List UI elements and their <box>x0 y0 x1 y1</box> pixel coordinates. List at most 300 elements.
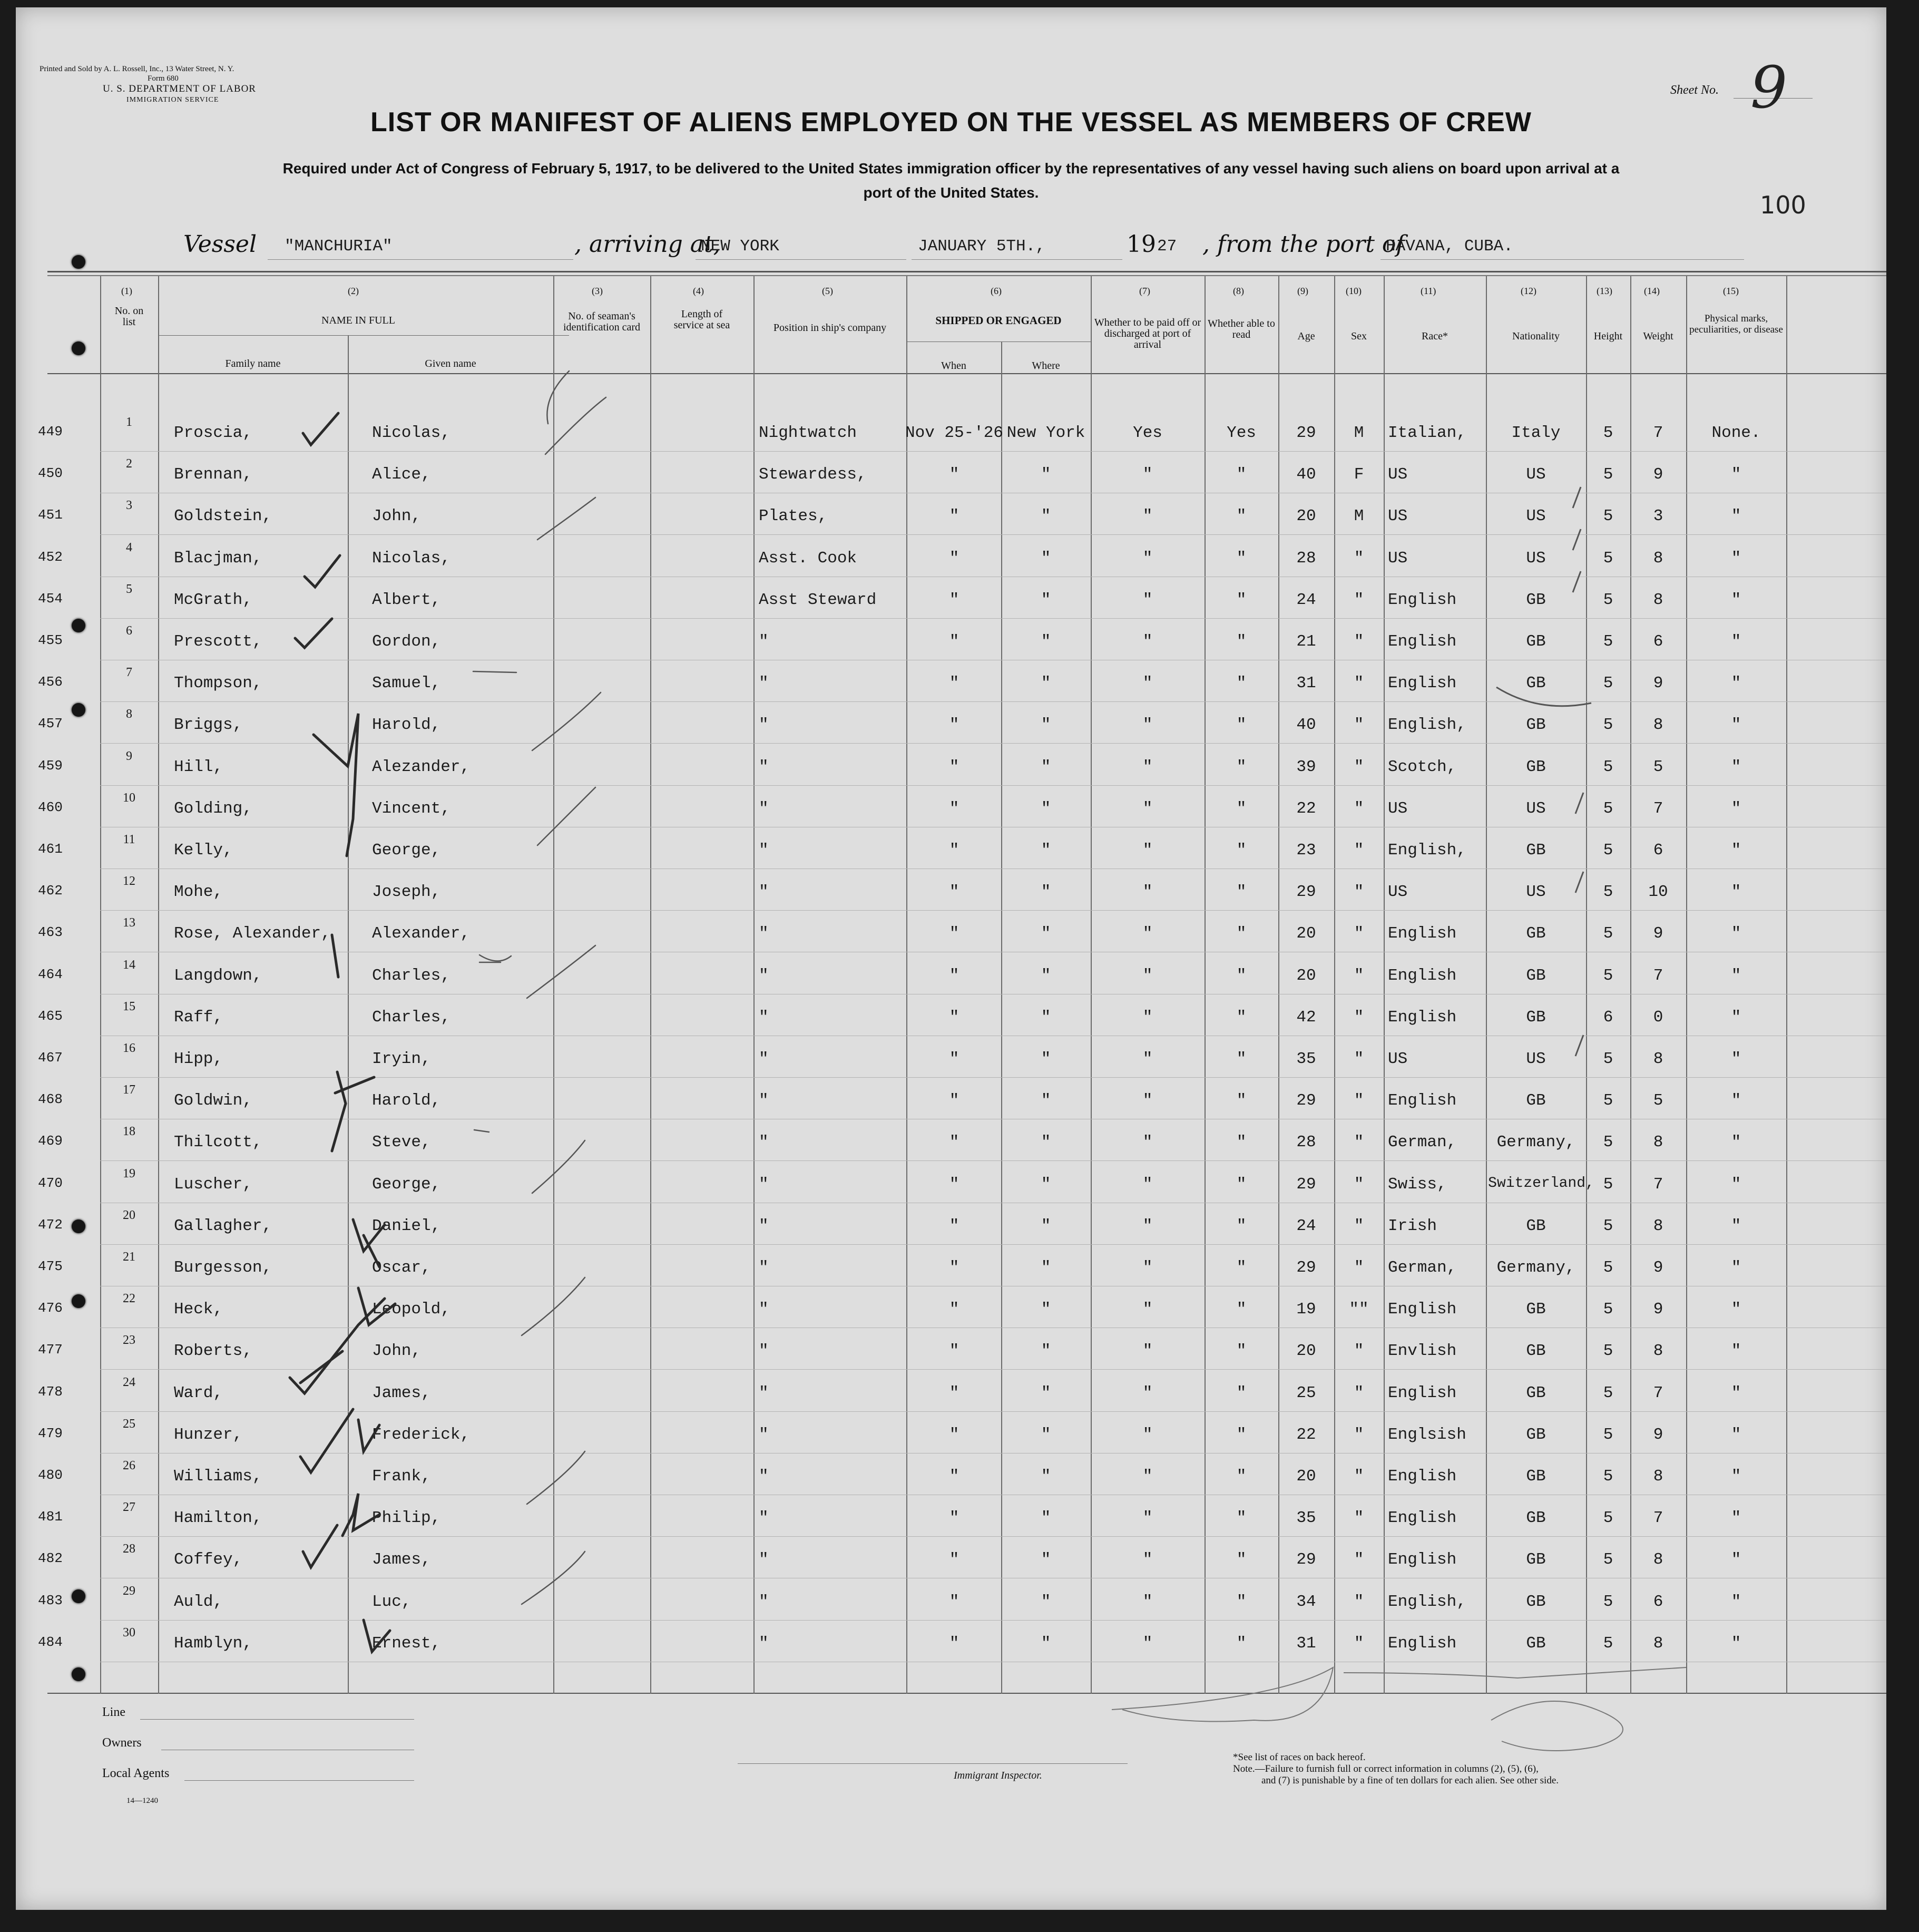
given-name: Charles, <box>372 1008 451 1027</box>
sex: " <box>1354 590 1364 609</box>
position: " <box>759 924 769 943</box>
given-name: Leopold, <box>372 1300 451 1319</box>
position: " <box>759 1592 769 1611</box>
local-agents-label: Local Agents <box>102 1767 170 1780</box>
shipped-where: " <box>1041 924 1051 943</box>
position: Asst. Cook <box>759 549 857 568</box>
col10-header: Sex <box>1351 330 1367 342</box>
given-name: Albert, <box>372 590 441 609</box>
race: US <box>1388 883 1408 902</box>
shipped-where: " <box>1041 1550 1051 1569</box>
arriving-port: NEW YORK <box>701 237 779 256</box>
able-to-read: " <box>1236 1550 1247 1569</box>
paid-off: " <box>1142 966 1153 985</box>
sex: " <box>1354 924 1364 943</box>
row-margin-number: 481 <box>38 1509 63 1525</box>
nationality: GB <box>1526 1091 1546 1110</box>
able-to-read: " <box>1236 1008 1247 1027</box>
paid-off: " <box>1142 590 1153 609</box>
race: German, <box>1388 1133 1457 1152</box>
physical-marks: " <box>1731 1634 1741 1653</box>
able-to-read: " <box>1236 1300 1247 1319</box>
able-to-read: " <box>1236 465 1247 484</box>
position: " <box>759 1133 769 1152</box>
row-number: 10 <box>123 791 135 805</box>
race: English <box>1388 1300 1457 1319</box>
requirement-line-2: port of the United States. <box>863 184 1039 201</box>
able-to-read: " <box>1236 1383 1247 1402</box>
given-name: Nicolas, <box>372 424 451 442</box>
physical-marks: " <box>1731 1091 1741 1110</box>
row-margin-number: 450 <box>38 465 63 482</box>
nationality: US <box>1526 883 1546 902</box>
shipped-where: " <box>1041 1133 1051 1152</box>
row-margin-number: 479 <box>38 1425 63 1441</box>
able-to-read: " <box>1236 924 1247 943</box>
physical-marks: " <box>1731 549 1741 568</box>
age: 29 <box>1296 883 1316 902</box>
weight: 8 <box>1653 1216 1663 1235</box>
sex: " <box>1354 674 1364 693</box>
family-name: Williams, <box>174 1467 262 1486</box>
nationality: US <box>1526 465 1546 484</box>
shipped-when: " <box>949 1050 959 1068</box>
able-to-read: " <box>1236 1091 1247 1110</box>
family-name: Hipp, <box>174 1050 223 1068</box>
paid-off: " <box>1142 1634 1153 1653</box>
race: Italian, <box>1388 424 1466 442</box>
position: " <box>759 632 769 651</box>
year-prefix: 19 <box>1127 231 1156 258</box>
inspector-label: Immigrant Inspector. <box>954 1770 1042 1781</box>
punch-hole <box>72 619 85 632</box>
row-margin-number: 468 <box>38 1091 63 1108</box>
family-name: Golding, <box>174 799 252 818</box>
nationality: GB <box>1526 1592 1546 1611</box>
arrival-date: JANUARY 5TH., <box>918 237 1045 256</box>
physical-marks: " <box>1731 1300 1741 1319</box>
position: " <box>759 1008 769 1027</box>
printer-credit: Printed and Sold by A. L. Rossell, Inc., 13 Water Street, N. Y. <box>40 65 234 73</box>
sex: " <box>1354 1216 1364 1235</box>
row-number: 24 <box>123 1375 135 1389</box>
shipped-where: " <box>1041 632 1051 651</box>
family-name: Raff, <box>174 1008 223 1027</box>
able-to-read: " <box>1236 799 1247 818</box>
paid-off: " <box>1142 1258 1153 1277</box>
row-margin-number: 459 <box>38 757 63 774</box>
given-name: Vincent, <box>372 799 451 818</box>
able-to-read: " <box>1236 1342 1247 1361</box>
row-number: 28 <box>123 1542 135 1556</box>
age: 19 <box>1296 1300 1316 1319</box>
age: 21 <box>1296 632 1316 651</box>
physical-marks: " <box>1731 590 1741 609</box>
sex: F <box>1354 465 1364 484</box>
race: Envlish <box>1388 1342 1457 1361</box>
shipped-where: " <box>1041 590 1051 609</box>
form-code: 14—1240 <box>126 1797 158 1805</box>
shipped-where: " <box>1041 1383 1051 1402</box>
physical-marks: " <box>1731 1592 1741 1611</box>
weight: 6 <box>1653 841 1663 860</box>
row-number: 21 <box>123 1250 135 1264</box>
paid-off: " <box>1142 507 1153 526</box>
col15-number: (15) <box>1723 286 1739 296</box>
physical-marks: " <box>1731 1342 1741 1361</box>
age: 22 <box>1296 1425 1316 1444</box>
paid-off: " <box>1142 1133 1153 1152</box>
row-number: 8 <box>126 707 132 721</box>
row-margin-number: 449 <box>38 424 63 440</box>
position: " <box>759 799 769 818</box>
row-number: 1 <box>126 415 132 429</box>
position: " <box>759 1216 769 1235</box>
able-to-read: " <box>1236 1509 1247 1528</box>
nationality: GB <box>1526 1342 1546 1361</box>
able-to-read: " <box>1236 632 1247 651</box>
shipped-when: " <box>949 549 959 568</box>
year-suffix: 27 <box>1157 237 1177 256</box>
weight: 7 <box>1653 1509 1663 1528</box>
family-name: Proscia, <box>174 424 252 442</box>
given-name: Samuel, <box>372 674 441 693</box>
race: US <box>1388 465 1408 484</box>
physical-marks: " <box>1731 716 1741 735</box>
col10-number: (10) <box>1346 286 1362 296</box>
races-note: *See list of races on back hereof. <box>1233 1752 1366 1763</box>
shipped-where: " <box>1041 883 1051 902</box>
shipped-where: " <box>1041 549 1051 568</box>
race: Swiss, <box>1388 1175 1447 1194</box>
nationality: GB <box>1526 674 1546 693</box>
physical-marks: " <box>1731 799 1741 818</box>
row-margin-number: 475 <box>38 1258 63 1274</box>
age: 20 <box>1296 924 1316 943</box>
family-name: Rose, Alexander, <box>174 924 331 943</box>
paid-off: " <box>1142 1425 1153 1444</box>
nationality: Germany, <box>1496 1258 1575 1277</box>
weight: 7 <box>1653 424 1663 442</box>
col14-number: (14) <box>1644 286 1660 296</box>
row-number: 18 <box>123 1125 135 1139</box>
col15-header: Physical marks, peculiarities, or disease <box>1689 313 1783 335</box>
age: 35 <box>1296 1050 1316 1068</box>
sex: M <box>1354 424 1364 442</box>
department-name: U. S. DEPARTMENT OF LABOR <box>103 83 256 94</box>
nationality: GB <box>1526 757 1546 776</box>
position: " <box>759 1467 769 1486</box>
height: 5 <box>1603 1258 1613 1277</box>
col4-number: (4) <box>693 286 704 296</box>
family-name: Luscher, <box>174 1175 252 1194</box>
height: 5 <box>1603 1467 1613 1486</box>
height: 5 <box>1603 507 1613 526</box>
sex: " <box>1354 632 1364 651</box>
race: English, <box>1388 716 1466 735</box>
shipped-when: " <box>949 1300 959 1319</box>
shipped-where: " <box>1041 465 1051 484</box>
shipped-when: " <box>949 924 959 943</box>
sex: " <box>1354 799 1364 818</box>
row-margin-number: 483 <box>38 1592 63 1608</box>
row-number: 23 <box>123 1333 135 1348</box>
col7-number: (7) <box>1139 286 1150 296</box>
height: 5 <box>1603 716 1613 735</box>
position: Plates, <box>759 507 828 526</box>
height: 5 <box>1603 966 1613 985</box>
shipped-when: " <box>949 507 959 526</box>
row-margin-number: 464 <box>38 966 63 982</box>
able-to-read: Yes <box>1227 424 1256 442</box>
physical-marks: " <box>1731 966 1741 985</box>
able-to-read: " <box>1236 1592 1247 1611</box>
sex: " <box>1354 1050 1364 1068</box>
row-number: 30 <box>123 1625 135 1640</box>
nationality: GB <box>1526 924 1546 943</box>
shipped-when: " <box>949 841 959 860</box>
family-name: Thilcott, <box>174 1133 262 1152</box>
nationality: GB <box>1526 1634 1546 1653</box>
sex: M <box>1354 507 1364 526</box>
shipped-where: " <box>1041 1467 1051 1486</box>
family-name: Langdown, <box>174 966 262 985</box>
shipped-where: " <box>1041 674 1051 693</box>
nationality: Germany, <box>1496 1133 1575 1152</box>
race: English <box>1388 1091 1457 1110</box>
age: 28 <box>1296 1133 1316 1152</box>
sex: " <box>1354 1008 1364 1027</box>
punch-hole <box>72 1589 85 1603</box>
weight: 7 <box>1653 799 1663 818</box>
weight: 6 <box>1653 632 1663 651</box>
family-name: Prescott, <box>174 632 262 651</box>
punch-hole <box>72 703 85 717</box>
nationality: Switzerland, <box>1488 1175 1594 1192</box>
physical-marks: " <box>1731 883 1741 902</box>
row-margin-number: 476 <box>38 1300 63 1316</box>
from-port: HAVANA, CUBA. <box>1386 237 1513 256</box>
shipped-when: " <box>949 1342 959 1361</box>
age: 20 <box>1296 1467 1316 1486</box>
physical-marks: " <box>1731 1467 1741 1486</box>
position: " <box>759 1091 769 1110</box>
shipped-where: " <box>1041 1091 1051 1110</box>
age: 24 <box>1296 590 1316 609</box>
position: " <box>759 1175 769 1194</box>
given-name: James, <box>372 1550 431 1569</box>
row-number: 4 <box>126 540 132 554</box>
family-name: Hill, <box>174 757 223 776</box>
given-name: Luc, <box>372 1592 412 1611</box>
form-number: Form 680 <box>148 74 179 83</box>
weight: 8 <box>1653 549 1663 568</box>
col12-number: (12) <box>1521 286 1536 296</box>
family-name: Ward, <box>174 1383 223 1402</box>
col7-header: Whether to be paid off or discharged at port of arrival <box>1094 317 1201 350</box>
age: 20 <box>1296 507 1316 526</box>
sex: " <box>1354 966 1364 985</box>
position: Asst Steward <box>759 590 877 609</box>
row-margin-number: 452 <box>38 549 63 565</box>
family-name: Hamilton, <box>174 1509 262 1528</box>
col5-header: Position in ship's company <box>773 322 887 334</box>
age: 34 <box>1296 1592 1316 1611</box>
shipped-when: " <box>949 674 959 693</box>
owners-label: Owners <box>102 1736 142 1750</box>
shipped-where: " <box>1041 1342 1051 1361</box>
weight: 8 <box>1653 716 1663 735</box>
race: English <box>1388 1008 1457 1027</box>
weight: 7 <box>1653 966 1663 985</box>
race: English, <box>1388 1592 1466 1611</box>
col3-number: (3) <box>592 286 603 296</box>
race: English <box>1388 590 1457 609</box>
shipped-where: " <box>1041 1634 1051 1653</box>
shipped-when: " <box>949 966 959 985</box>
sex: " <box>1354 716 1364 735</box>
row-margin-number: 457 <box>38 716 63 732</box>
given-name: Harold, <box>372 1091 441 1110</box>
punch-hole <box>72 1667 85 1681</box>
nationality: GB <box>1526 841 1546 860</box>
shipped-where: " <box>1041 1216 1051 1235</box>
row-number: 6 <box>126 624 132 638</box>
row-number: 5 <box>126 582 132 596</box>
row-number: 14 <box>123 958 135 972</box>
punch-hole <box>72 341 85 355</box>
punch-hole <box>72 1219 85 1233</box>
row-number: 17 <box>123 1083 135 1097</box>
given-name: Oscar, <box>372 1258 431 1277</box>
family-name: Brennan, <box>174 465 252 484</box>
row-number: 11 <box>123 833 135 846</box>
shipped-when: " <box>949 1634 959 1653</box>
shipped-where: " <box>1041 1592 1051 1611</box>
paid-off: " <box>1142 841 1153 860</box>
shipped-where: " <box>1041 841 1051 860</box>
col11-header: Race* <box>1422 330 1448 342</box>
requirement-line-1: Required under Act of Congress of February 5, 1917, to be delivered to the United States immigration officer by the representatives of any vessel having such aliens on board upon arrival at a <box>282 160 1620 177</box>
shipped-where: " <box>1041 716 1051 735</box>
position: " <box>759 1425 769 1444</box>
position: " <box>759 1383 769 1402</box>
shipped-when: " <box>949 1592 959 1611</box>
able-to-read: " <box>1236 716 1247 735</box>
physical-marks: " <box>1731 1175 1741 1194</box>
able-to-read: " <box>1236 1634 1247 1653</box>
able-to-read: " <box>1236 674 1247 693</box>
given-name: Alice, <box>372 465 431 484</box>
able-to-read: " <box>1236 1216 1247 1235</box>
able-to-read: " <box>1236 1050 1247 1068</box>
sex: " <box>1354 1091 1364 1110</box>
sex: " <box>1354 1425 1364 1444</box>
race: English <box>1388 966 1457 985</box>
age: 40 <box>1296 465 1316 484</box>
weight: 8 <box>1653 1342 1663 1361</box>
row-number: 9 <box>126 749 132 763</box>
position: " <box>759 1634 769 1653</box>
shipped-when: " <box>949 716 959 735</box>
col8-number: (8) <box>1233 286 1244 296</box>
height: 5 <box>1603 1425 1613 1444</box>
weight: 9 <box>1653 465 1663 484</box>
weight: 8 <box>1653 1133 1663 1152</box>
col8-header: Whether able to read <box>1208 318 1275 340</box>
height: 5 <box>1603 1550 1613 1569</box>
age: 35 <box>1296 1509 1316 1528</box>
able-to-read: " <box>1236 507 1247 526</box>
height: 5 <box>1603 632 1613 651</box>
race: US <box>1388 799 1408 818</box>
race: US <box>1388 507 1408 526</box>
race: German, <box>1388 1258 1457 1277</box>
family-name: Auld, <box>174 1592 223 1611</box>
given-name: James, <box>372 1383 431 1402</box>
shipped-where: " <box>1041 1258 1051 1277</box>
paid-off: " <box>1142 1467 1153 1486</box>
given-name: Ernest, <box>372 1634 441 1653</box>
paid-off: " <box>1142 1216 1153 1235</box>
height: 5 <box>1603 1634 1613 1653</box>
paid-off: " <box>1142 1050 1153 1068</box>
family-name: Mohe, <box>174 883 223 902</box>
col2-header: NAME IN FULL <box>321 315 395 326</box>
physical-marks: " <box>1731 1133 1741 1152</box>
given-name: Frank, <box>372 1467 431 1486</box>
sex: " <box>1354 1342 1364 1361</box>
shipped-where: " <box>1041 1509 1051 1528</box>
sex: " <box>1354 1133 1364 1152</box>
family-name: Gallagher, <box>174 1216 272 1235</box>
nationality: US <box>1526 1050 1546 1068</box>
nationality: GB <box>1526 966 1546 985</box>
paid-off: " <box>1142 716 1153 735</box>
physical-marks: " <box>1731 1216 1741 1235</box>
given-name: Charles, <box>372 966 451 985</box>
col6-number: (6) <box>991 286 1002 296</box>
shipped-when: " <box>949 1550 959 1569</box>
col3-header: No. of seaman's identification card <box>563 310 641 333</box>
family-name: McGrath, <box>174 590 252 609</box>
sex: "" <box>1349 1300 1369 1319</box>
punch-hole <box>72 1294 85 1308</box>
shipped-when: " <box>949 590 959 609</box>
physical-marks: " <box>1731 1550 1741 1569</box>
paid-off: " <box>1142 883 1153 902</box>
age: 29 <box>1296 1550 1316 1569</box>
sex: " <box>1354 1467 1364 1486</box>
race: Irish <box>1388 1216 1437 1235</box>
nationality: US <box>1526 799 1546 818</box>
shipped-when: " <box>949 1258 959 1277</box>
weight: 7 <box>1653 1383 1663 1402</box>
shipped-when: " <box>949 1091 959 1110</box>
paid-off: " <box>1142 1300 1153 1319</box>
shipped-where: " <box>1041 1008 1051 1027</box>
manifest-sheet <box>16 7 1886 1910</box>
weight: 9 <box>1653 924 1663 943</box>
row-margin-number: 469 <box>38 1133 63 1149</box>
col13-number: (13) <box>1597 286 1612 296</box>
paid-off: " <box>1142 1550 1153 1569</box>
shipped-when: " <box>949 1216 959 1235</box>
weight: 8 <box>1653 1050 1663 1068</box>
given-name: Nicolas, <box>372 549 451 568</box>
nationality: GB <box>1526 590 1546 609</box>
height: 5 <box>1603 1091 1613 1110</box>
